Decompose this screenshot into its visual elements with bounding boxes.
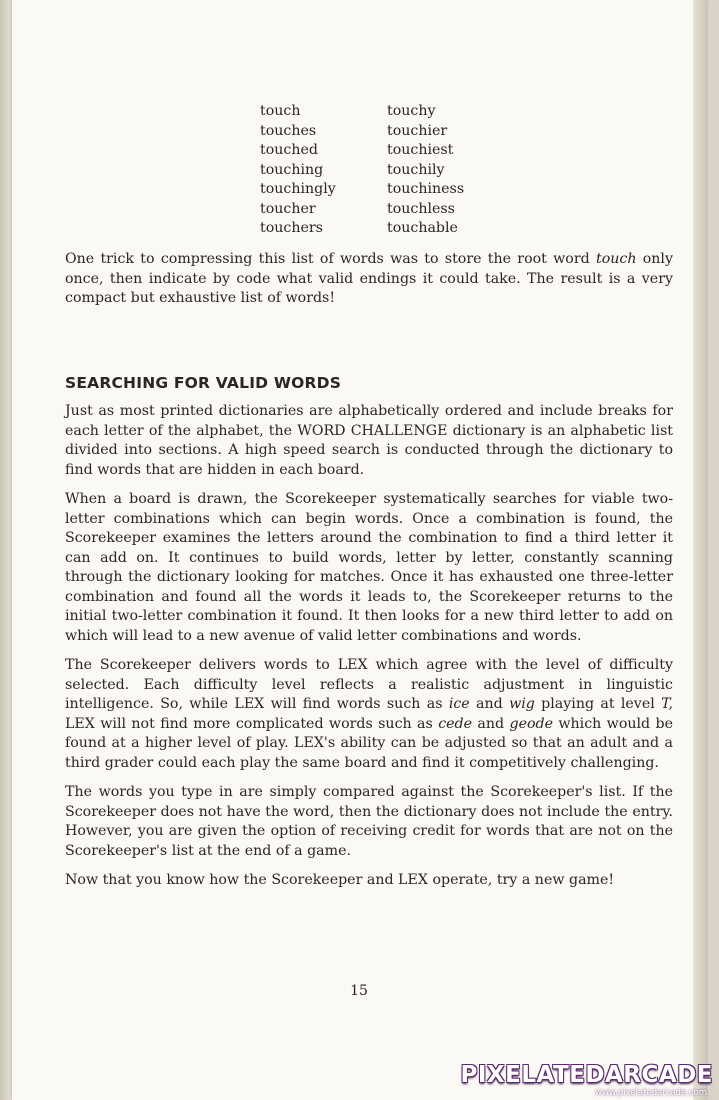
book-spine (0, 0, 12, 1100)
word-list-item: touchier (387, 122, 448, 139)
paragraph: Just as most printed dictionaries are alphabetically ordered and include breaks for each letter of the alphabet, the WORD CHALLENGE dictionary is an alphabetic list divided into sections. A high speed search is conducted through the dictionary to find words that are hidden in each board. (65, 403, 673, 478)
level-label: T, (661, 696, 673, 712)
page-number: 15 (350, 983, 368, 999)
example-word: wig (509, 696, 535, 712)
root-word: touch (596, 251, 637, 267)
intro-text: only once, then indicate by code what valid endings it could take. The result is a very compact but exhaustive list of words! (65, 251, 673, 306)
manual-page (12, 0, 706, 1100)
word-list-item: touchers (260, 220, 323, 236)
text-run: LEX will not find more complicated words such as (65, 715, 439, 732)
word-list-item: touchily (387, 161, 445, 178)
text-run: and (472, 715, 510, 732)
word-list-item: touched (260, 142, 318, 158)
word-list (260, 102, 520, 239)
section-body (65, 402, 673, 901)
word-list-item: touchiest (387, 142, 454, 158)
word-list-item: touching (260, 161, 324, 178)
section-heading: SEARCHING FOR VALID WORDS (65, 374, 342, 392)
word-list-item: touches (260, 122, 317, 139)
word-list-item: touch (260, 103, 301, 119)
text-run: The Scorekeeper delivers words to LEX which agree with the level of difficulty selected. Each difficulty level reflects a realistic adjustment in linguistic intelligence. So, while LEX will find words such as (65, 657, 673, 712)
watermark-url: www.pixelatedarcade.com (595, 1088, 707, 1098)
text-run: playing at level (534, 696, 662, 712)
example-word: ice (448, 696, 470, 712)
word-list-item: toucher (260, 200, 316, 217)
paragraph: When a board is drawn, the Scorekeeper systematically searches for viable two-letter combinations which can begin words. Once a combination is found, the Scorekeeper examines the letters around the combination to find a third letter it can add on. It continues to build words, letter by letter, constantly scanning through the dictionary looking for matches. Once it has exhausted one three-letter combination and found all the words it leads to, the Scorekeeper returns to the initial two-letter combination it found. It then looks for a new third letter to add on which will lead to a new avenue of valid letter combinations and words. (65, 491, 673, 644)
paragraph: Now that you know how the Scorekeeper and LEX operate, try a new game! (65, 872, 615, 888)
example-word: geode (509, 715, 553, 732)
word-list-item: touchingly (260, 181, 336, 197)
word-list-item: touchiness (387, 181, 465, 197)
text-run: and (469, 696, 510, 712)
page-edge (693, 0, 706, 1100)
example-word: cede (438, 715, 473, 732)
paragraph: The words you type in are simply compared against the Scorekeeper's list. If the Scorekeeper does not have the word, then the dictionary does not include the entry. However, you are given the option of receiving credit for words that are not on the Scorekeeper's list at the end of a game. (65, 784, 673, 859)
word-list-item: touchable (387, 220, 458, 236)
intro-text: One trick to compressing this list of words was to store the root word (65, 251, 596, 267)
word-list-item: touchy (387, 103, 436, 119)
text-run: which would be found at a higher level of play. LEX's ability can be adjusted so that an adult and a third grader could each play the same board and find it competitively challenging. (65, 715, 673, 771)
paragraph (65, 656, 673, 773)
intro-paragraph (65, 250, 673, 309)
site-watermark: PIXELATEDARCADE (460, 1062, 713, 1088)
word-list-item: touchless (387, 200, 455, 217)
